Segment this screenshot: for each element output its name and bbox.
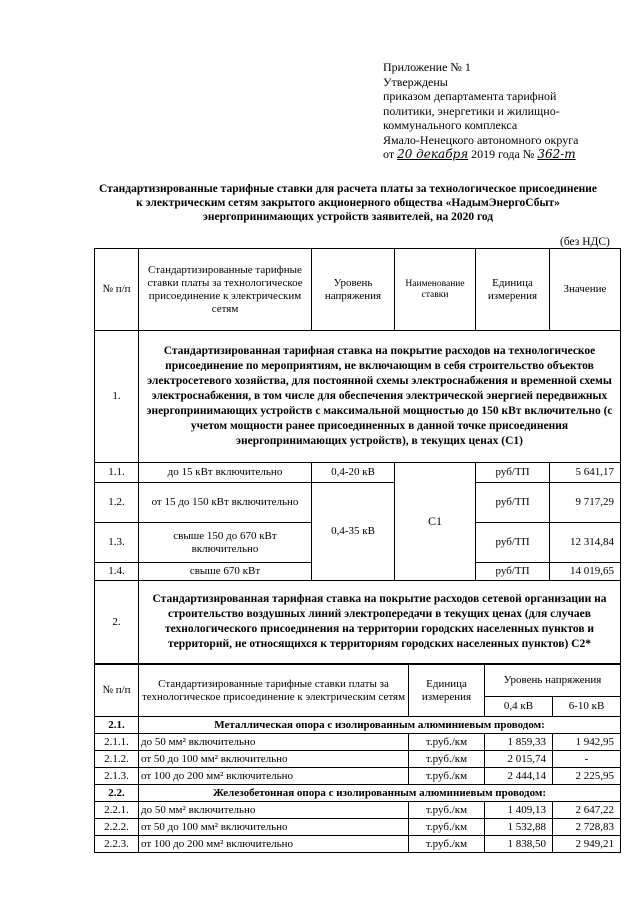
row-num: 2.1.2.	[95, 751, 139, 768]
header-rates: Стандартизированные тарифные ставки платы за технологическое присоединение к электрическим сетям	[139, 665, 409, 717]
group-num: 2.1.	[95, 717, 139, 734]
document-title	[88, 182, 608, 224]
table-row	[95, 802, 621, 819]
handwritten-order-number: 362-т	[537, 147, 576, 161]
row-unit: руб/ТП	[476, 563, 550, 581]
group-num: 2.2.	[95, 785, 139, 802]
row-desc: от 50 до 100 мм² включительно	[139, 819, 409, 836]
row-value-04: 1 859,33	[485, 734, 553, 751]
table-row	[95, 734, 621, 751]
section-num: 2.	[95, 581, 139, 664]
row-desc: от 50 до 100 мм² включительно	[139, 751, 409, 768]
row-unit: т.руб./км	[409, 819, 485, 836]
row-unit: т.руб./км	[409, 734, 485, 751]
section-title: Стандартизированная тарифная ставка на покрытие расходов на технологическое присоединение по мероприятиям, не включающим в себя строительство объектов электросетевого хозяйства, для постоянной схемы электроснабжения и временной схемы электроснабжения, в том числе для обеспечения электрической энергией передвижных энергопринимающих устройств с максимальной мощностью до 150 кВт включительно (с учетом мощности ранее присоединенных в данной точке присоединения энергопринимающих устройств), в текущих ценах (С1)	[139, 331, 621, 463]
appendix-number: Приложение № 1	[383, 60, 471, 74]
header-voltage-6-10: 6-10 кВ	[553, 697, 621, 717]
header-unit: Единица измерения	[476, 249, 550, 331]
title-line: Стандартизированные тарифные ставки для расчета платы за технологическое присоединение	[98, 183, 597, 195]
row-value-04: 1 409,13	[485, 802, 553, 819]
row-num: 2.2.1.	[95, 802, 139, 819]
section-row	[95, 581, 621, 664]
header-value: Значение	[550, 249, 621, 331]
handwritten-date: 20 декабря	[397, 147, 469, 161]
table-row	[95, 836, 621, 853]
row-num: 2.1.1.	[95, 734, 139, 751]
row-value-6-10: -	[553, 751, 621, 768]
row-unit: руб/ТП	[476, 523, 550, 563]
row-value-04: 1 838,50	[485, 836, 553, 853]
row-desc: от 100 до 200 мм² включительно	[139, 836, 409, 853]
date-year: 2019 года №	[471, 147, 535, 161]
date-prefix: от	[383, 147, 395, 161]
row-voltage: 0,4-20 кВ	[312, 463, 395, 483]
row-unit: т.руб./км	[409, 802, 485, 819]
vat-note: (без НДС)	[560, 236, 610, 248]
row-num: 2.2.3.	[95, 836, 139, 853]
header-voltage: Уровень напряжения	[485, 665, 621, 697]
table-row	[95, 463, 621, 483]
row-num: 1.3.	[95, 523, 139, 563]
row-num: 1.1.	[95, 463, 139, 483]
row-value-6-10: 2 225,95	[553, 768, 621, 785]
table-row	[95, 819, 621, 836]
row-value: 12 314,84	[550, 523, 621, 563]
row-num: 2.1.3.	[95, 768, 139, 785]
row-value-6-10: 2 647,22	[553, 802, 621, 819]
group-row	[95, 785, 621, 802]
header-rate-name: Наименование ставки	[395, 249, 476, 331]
header-voltage-04: 0,4 кВ	[485, 697, 553, 717]
approval-line: коммунального комплекса	[383, 118, 518, 132]
row-unit: руб/ТП	[476, 483, 550, 523]
row-desc: от 100 до 200 мм² включительно	[139, 768, 409, 785]
table-row	[95, 751, 621, 768]
approval-line: приказом департамента тарифной	[383, 89, 557, 103]
row-value: 14 019,65	[550, 563, 621, 581]
tariff-table-c1	[94, 248, 621, 664]
row-desc: свыше 150 до 670 кВт включительно	[139, 523, 312, 563]
table-row	[95, 483, 621, 523]
approved-label: Утверждены	[383, 74, 448, 89]
row-desc: до 50 мм² включительно	[139, 734, 409, 751]
row-value-6-10: 2 949,21	[553, 836, 621, 853]
header-unit: Единица измерения	[409, 665, 485, 717]
approval-date-line	[383, 147, 628, 162]
title-line: к электрическим сетям закрытого акционерного общества «НадымЭнергоСбыт»	[136, 197, 560, 209]
header-rates: Стандартизированные тарифные ставки платы за технологическое присоединение к электрическим сетям	[139, 249, 312, 331]
row-desc: от 15 до 150 кВт включительно	[139, 483, 312, 523]
approval-block	[383, 60, 628, 162]
tariff-table-c2	[94, 664, 621, 853]
rate-code: С1	[395, 463, 476, 581]
table-header-row	[95, 249, 621, 331]
header-num: № п/п	[95, 665, 139, 717]
section-row	[95, 331, 621, 463]
row-num: 2.2.2.	[95, 819, 139, 836]
merged-voltage: 0,4-35 кВ	[312, 483, 395, 581]
row-desc: до 15 кВт включительно	[139, 463, 312, 483]
approval-line: политики, энергетики и жилищно-	[383, 103, 560, 118]
row-value: 9 717,29	[550, 483, 621, 523]
table-row	[95, 768, 621, 785]
row-unit: т.руб./км	[409, 751, 485, 768]
row-value-6-10: 2 728,83	[553, 819, 621, 836]
group-title: Металлическая опора с изолированным алюминиевым проводом:	[139, 717, 621, 734]
approval-line: Ямало-Ненецкого автономного округа	[383, 132, 579, 147]
section-title: Стандартизированная тарифная ставка на покрытие расходов сетевой организации на строительство воздушных линий электропередачи в текущих ценах (для случаев технологического присоединения на территории городских населенных пунктов и территорий, не относящихся к территориям городских населенных пунктов) С2*	[139, 581, 621, 664]
row-num: 1.2.	[95, 483, 139, 523]
row-unit: руб/ТП	[476, 463, 550, 483]
section-num: 1.	[95, 331, 139, 463]
row-desc: до 50 мм² включительно	[139, 802, 409, 819]
row-value-04: 1 532,88	[485, 819, 553, 836]
title-line: энергопринимающих устройств заявителей, на 2020 год	[202, 211, 494, 223]
row-unit: т.руб./км	[409, 768, 485, 785]
row-value-04: 2 444,14	[485, 768, 553, 785]
row-num: 1.4.	[95, 563, 139, 581]
row-value-6-10: 1 942,95	[553, 734, 621, 751]
row-unit: т.руб./км	[409, 836, 485, 853]
row-desc: свыше 670 кВт	[139, 563, 312, 581]
header-num: № п/п	[95, 249, 139, 331]
group-row	[95, 717, 621, 734]
row-value-04: 2 015,74	[485, 751, 553, 768]
group-title: Железобетонная опора с изолированным алюминиевым проводом:	[139, 785, 621, 802]
table-header-row	[95, 665, 621, 697]
row-value: 5 641,17	[550, 463, 621, 483]
header-voltage: Уровень напряжения	[312, 249, 395, 331]
